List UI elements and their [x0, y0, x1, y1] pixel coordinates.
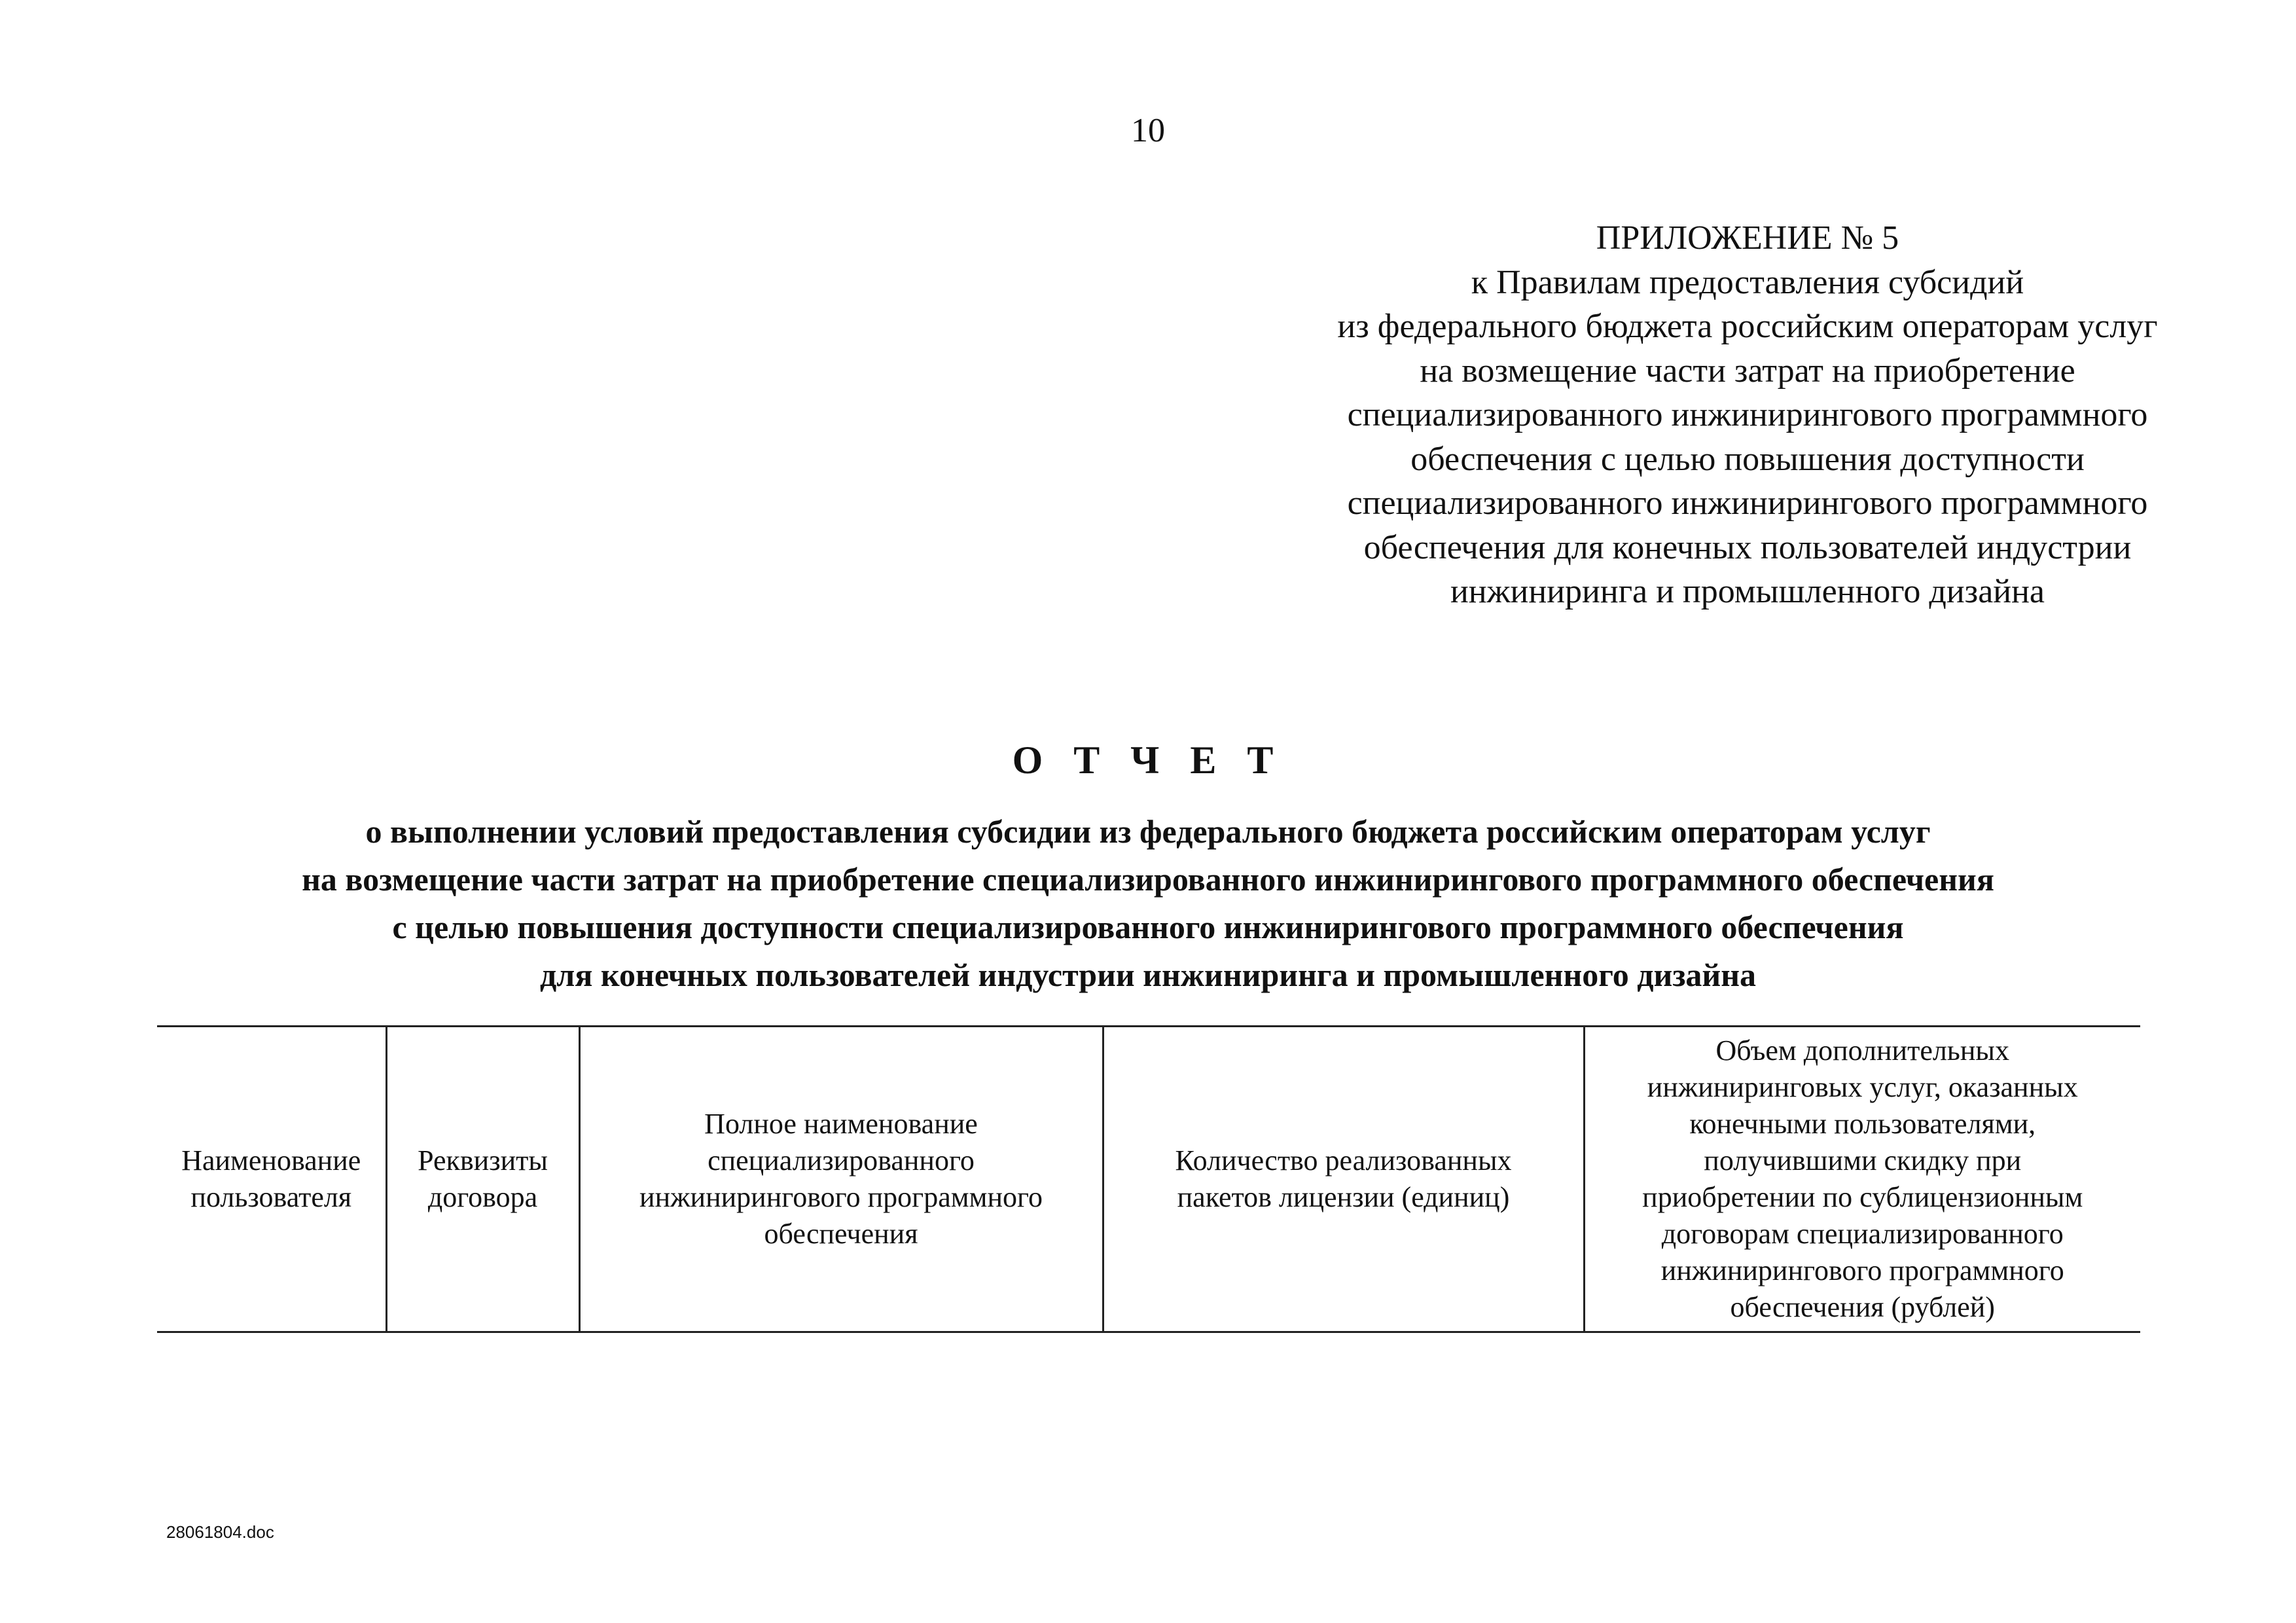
file-name: 28061804.doc — [166, 1522, 274, 1542]
report-subtitle-line: для конечных пользователей индустрии инжиниринга и промышленного дизайна — [539, 957, 1757, 993]
appendix-line: специализированного инжинирингового программного — [1347, 484, 2148, 522]
page-number: 10 — [1131, 112, 1165, 149]
appendix-title: ПРИЛОЖЕНИЕ № 5 — [1596, 219, 1899, 257]
appendix-line: инжиниринга и промышленного дизайна — [1450, 573, 2045, 610]
appendix-line: обеспечения с целью повышения доступности — [1410, 440, 2085, 478]
column-header-contract-details: Реквизиты договора — [386, 1027, 579, 1332]
report-subtitle-line: о выполнении условий предоставления субсидии из федерального бюджета российским операторам услуг — [365, 813, 1931, 850]
report-subtitle — [0, 808, 2296, 999]
table-header-row — [157, 1027, 2140, 1332]
column-header-services-volume: Объем дополнительных инжиниринговых услуг, оказанных конечными пользователями, получившими скидку при приобретении по сублицензионным договорам специализированного инжинирингового программного обеспечения (рублей) — [1584, 1027, 2140, 1332]
appendix-line: из федерального бюджета российским операторам услуг — [1337, 308, 2158, 345]
report-subtitle-line: на возмещение части затрат на приобретение специализированного инжинирингового программного обеспечения — [302, 861, 1994, 898]
column-header-software-name: Полное наименование специализированного инжинирингового программного обеспечения — [579, 1027, 1103, 1332]
report-title: О Т Ч Е Т — [1012, 739, 1284, 782]
appendix-line: к Правилам предоставления субсидий — [1471, 263, 2024, 301]
appendix-line: на возмещение части затрат на приобретение — [1420, 352, 2075, 390]
report-table — [157, 1025, 2140, 1333]
appendix-line: специализированного инжинирингового программного — [1347, 396, 2148, 433]
report-subtitle-line: с целью повышения доступности специализированного инжинирингового программного обеспечения — [392, 909, 1904, 945]
appendix-header — [1152, 216, 2296, 614]
column-header-license-count: Количество реализованных пакетов лицензии (единиц) — [1103, 1027, 1584, 1332]
column-header-user-name: Наименование пользователя — [157, 1027, 386, 1332]
appendix-line: обеспечения для конечных пользователей индустрии — [1363, 528, 2132, 566]
